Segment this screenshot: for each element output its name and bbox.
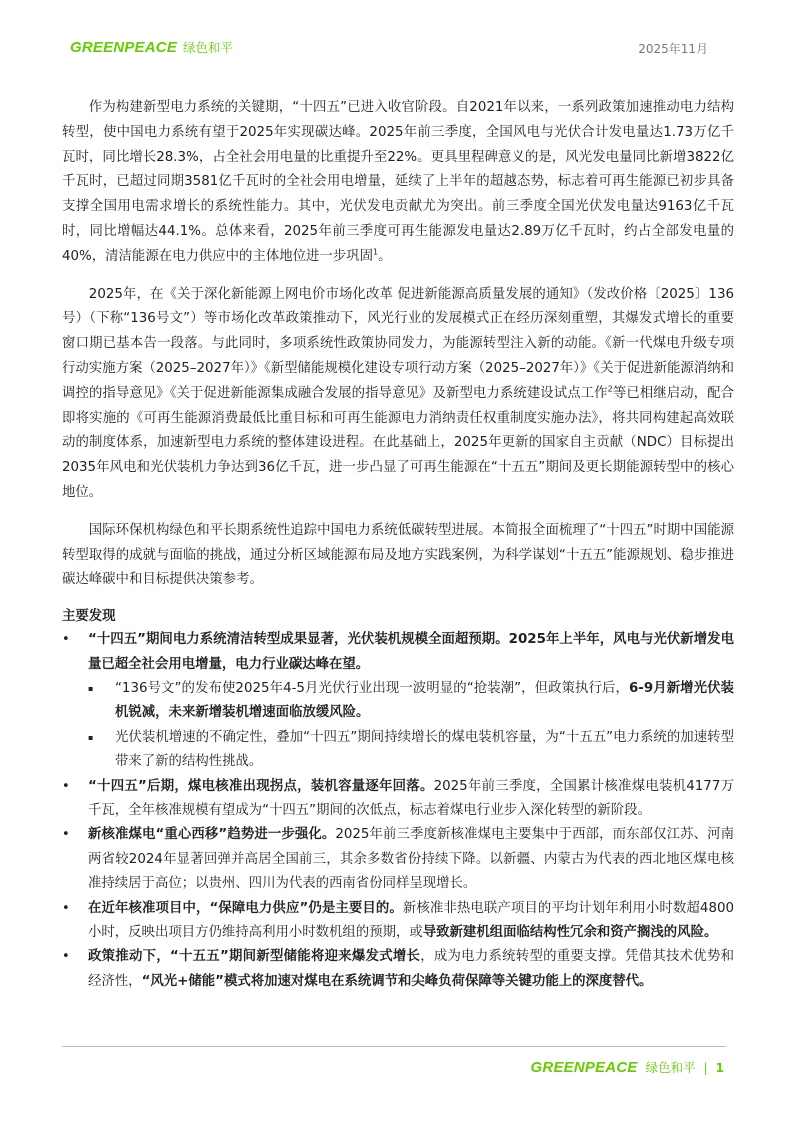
finding-subitem: ▪ “136号文”的发布使2025年4-5月光伏行业出现一波明显的“抢装潮”，但政策执行后，6-9月新增光伏装机锐减，未来新增装机增速面临放缓风险。 <box>88 677 734 726</box>
intro-paragraph-2: 2025年，在《关于深化新能源上网电价市场化改革 促进新能源高质量发展的通知》（发改价格〔2025〕136号）（下称“136号文”）等市场化改革政策推动下，风光行业的发展模式正在经历深刻重塑，其爆发式增长的重要窗口期已基本告一段落。与此同时，多项系统性政策协同发力，为能源转型注入新的动能。《新一代煤电升级专项行动实施方案（2025–2027年）》《新型储能规模化建设专项行动方案（2025–2027年）》《关于促进新能源消纳和调控的指导意见》《关于促进新能源集成融合发展的指导意见》及新型电力系统建设试点工作$^2$等已相继启动，配合即将实施的《可再生能源消费最低比重目标和可再生能源电力消纳责任权重制度实施办法》，将共同构建起高效联动的制度体系，加速新型电力系统的整体建设进程。在此基础上，2025年更新的国家自主贡献（NDC）目标提出2035年风电和光伏装机力争达到36亿千瓦，进一步凸显了可再生能源在“十五五”期间及更长期能源转型中的核心地位。 <box>62 286 735 500</box>
finding-item: • 政策推动下，“十五五”期间新型储能将迎来爆发式增长，成为电力系统转型的重要支撑。凭借其技术优势和经济性，“风光+储能”模式将加速对煤电在系统调节和尖峰负荷保障等关键功能上的深度替代。 <box>62 945 734 994</box>
footer-separator: | <box>703 1061 708 1075</box>
page-body <box>62 96 734 994</box>
intro-paragraph-3: 国际环保机构绿色和平长期系统性追踪中国电力系统低碳转型进展。本简报全面梳理了“十四五”时期中国能源转型取得的成就与面临的挑战，通过分析区域能源布局及地方实践案例，为科学谋划“十五五”能源规划、稳步推进碳达峰碳中和目标提供决策参考。 <box>62 522 734 588</box>
finding-item: • “十四五”后期，煤电核准出现拐点，装机容量逐年回落。2025年前三季度，全国累计核准煤电装机4177万千瓦，全年核准规模有望成为“十四五”期间的次低点，标志着煤电行业步入深化转型的新阶段。 <box>62 775 734 824</box>
greenpeace-logo <box>70 38 233 56</box>
intro-paragraph-1: 作为构建新型电力系统的关键期，“十四五”已进入收官阶段。自2021年以来，一系列政策加速推动电力结构转型，使中国电力系统有望于2025年实现碳达峰。2025年前三季度，全国风电与光伏合计发电量达1.73万亿千瓦时，同比增长28.3%，占全社会用电量的比重提升至22%。更具里程碑意义的是，风光发电量同比新增3822亿千瓦时，已超过同期3581亿千瓦时的全社会用电增量，延续了上半年的超越态势，标志着可再生能源已初步具备支撑全国用电需求增长的系统性能力。其中，光伏发电贡献尤为突出。前三季度全国光伏发电量达9163亿千瓦时，同比增幅达44.1%。总体来看，2025年前三季度可再生能源发电量达2.89万亿千瓦时，约占全部发电量的40%，清洁能源在电力供应中的主体地位进一步巩固$^1$。 <box>62 100 734 264</box>
finding-item: • “十四五”期间电力系统清洁转型成果显著，光伏装机规模全面超预期。2025年上半年，风电与光伏新增发电量已超全社会用电增量，电力行业碳达峰在望。 ▪ “136号文”的发布使2025年4-5月光伏行业出现一波明显的“抢装潮”，但政策执行后，6-9月新增光伏装机锐减，未来新增装机增速面临放缓风险。 ▪ 光伏装机增速的不确定性，叠加“十四五”期间持续增长的煤电装机容量，为“十五五”电力系统的加速转型带来了新的结构性挑战。 <box>62 628 734 774</box>
page-footer <box>531 1058 724 1076</box>
finding-item: • 在近年核准项目中，“保障电力供应”仍是主要目的。新核准非热电联产项目的平均计划年利用小时数超4800小时，反映出项目方仍维持高利用小时数机组的预期，或导致新建机组面临结构性冗余和资产搁浅的风险。 <box>62 897 734 946</box>
finding-item: • 新核准煤电“重心西移”趋势进一步强化。2025年前三季度新核准煤电主要集中于西部，而东部仅江苏、河南两省较2024年显著回弹并高居全国前三，其余多数省份持续下降。以新疆、内蒙古为代表的西北地区煤电核准持续居于高位；以贵州、四川为代表的西南省份同样呈现增长。 <box>62 823 734 896</box>
footer-divider <box>62 1046 726 1047</box>
footer-logo-cn: 绿色和平 <box>645 1060 696 1075</box>
finding-subitem: ▪ 光伏装机增速的不确定性，叠加“十四五”期间持续增长的煤电装机容量，为“十五五”电力系统的加速转型带来了新的结构性挑战。 <box>88 726 734 775</box>
footnote-ref[interactable]: 1 <box>372 247 379 257</box>
finding-sublist <box>88 677 734 775</box>
page-number: 1 <box>715 1061 724 1075</box>
logo-wordmark-cn: 绿色和平 <box>183 40 234 55</box>
key-findings-heading: 主要发现 <box>62 609 116 625</box>
footer-logo-en: GREENPEACE <box>530 1059 638 1076</box>
key-findings-list <box>62 628 734 994</box>
logo-wordmark-en: GREENPEACE <box>70 39 178 56</box>
publication-date: 2025年11月 <box>638 42 708 56</box>
footnote-ref[interactable]: 2 <box>607 384 613 394</box>
